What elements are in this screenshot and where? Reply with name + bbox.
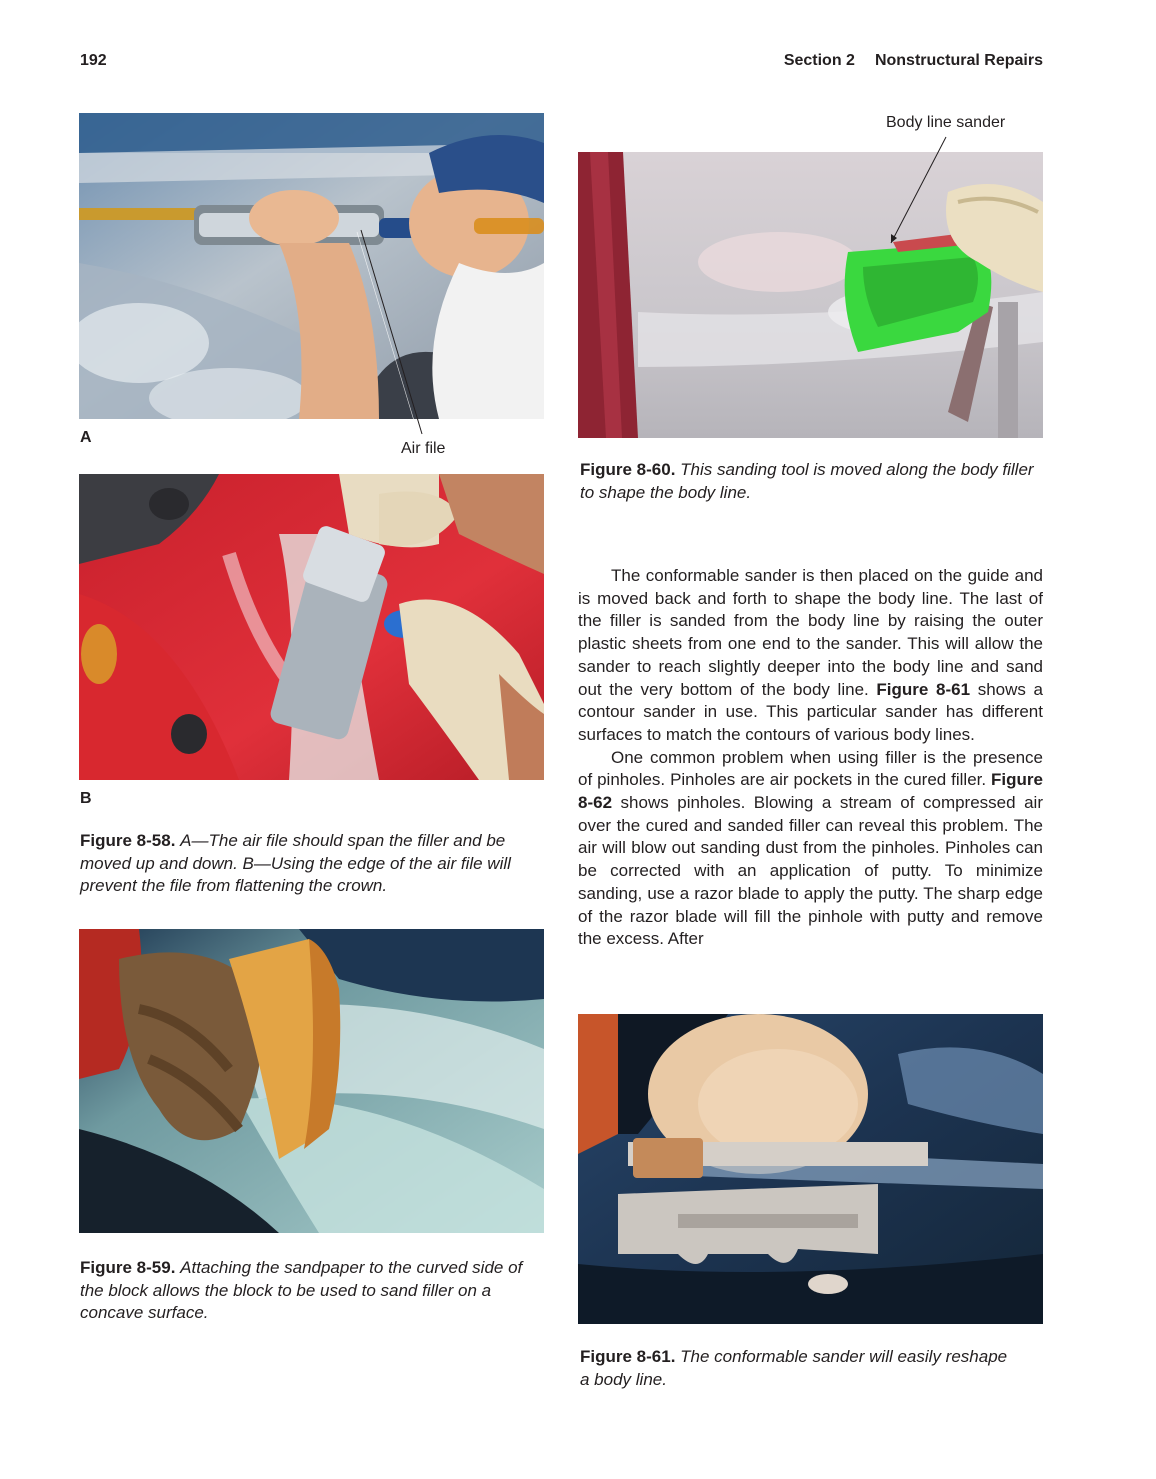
body-line-sander-callout: Body line sander (886, 114, 1006, 131)
figure-8-61-number: Figure 8-61. (580, 1347, 676, 1366)
figure-8-60-text: This sanding tool is moved along the body filler to shape the body line. (580, 460, 1034, 502)
section-label: Section 2 (783, 52, 855, 69)
figure-8-58-part-b-label: B (80, 790, 92, 807)
body-text (578, 565, 1043, 951)
figure-8-59-number: Figure 8-59. (80, 1258, 176, 1277)
body-paragraph-1: The conformable sander is then placed on the guide and is moved back and forth to shape the body line. The last of the filler is sanded from the body line by raising the outer plastic sheets from one end to the sander. This will allow the sander to reach slightly deeper into the body line and sand out the very bottom of the body line. Figure 8-61 shows a contour sander in use. This particular sander has different surfaces to match the contours of various body lines. (578, 566, 1043, 744)
figure-8-58b-photo (79, 474, 544, 780)
figure-8-61-reference: Figure 8-61 (876, 679, 971, 699)
figure-8-58a-photo (79, 113, 544, 419)
figure-8-62-reference: Figure 8-62 (578, 770, 1043, 813)
figure-8-59-caption (80, 1257, 530, 1325)
figure-8-60-photo (578, 152, 1043, 438)
air-file-callout: Air file (401, 440, 446, 457)
figure-8-58-number: Figure 8-58. (80, 831, 176, 850)
page-number: 192 (80, 52, 107, 69)
figure-8-61-photo (578, 1014, 1043, 1324)
running-header (784, 52, 1043, 70)
figure-8-60-number: Figure 8-60. (580, 460, 676, 479)
figure-8-61-caption (580, 1346, 1020, 1391)
figure-8-58-part-a-label: A (80, 429, 92, 446)
section-title: Nonstructural Repairs (874, 52, 1043, 69)
figure-8-59-text: Attaching the sandpaper to the curved side of the block allows the block to be used to sand filler on a concave surface. (80, 1258, 523, 1322)
figure-8-60-caption (580, 459, 1035, 504)
figure-8-59-photo (79, 929, 544, 1233)
figure-8-58-caption (80, 830, 540, 898)
figure-8-61-text: The conformable sander will easily reshape a body line. (580, 1347, 1008, 1389)
figure-8-58-text: A—The air file should span the filler and be moved up and down. B—Using the edge of the air file will prevent the file from flattening the crown. (80, 831, 511, 895)
body-paragraph-2: One common problem when using filler is the presence of pinholes. Pinholes are air pockets in the cured filler. Figure 8-62 shows pinholes. Blowing a stream of compressed air over the cured and sanded filler can reveal this problem. The air will blow out sanding dust from the pinholes. Pinholes can be corrected with an application of putty. To minimize sanding, use a razor blade to apply the putty. The sharp edge of the razor blade will fill the pinhole with putty and remove the excess. After (578, 747, 1043, 949)
